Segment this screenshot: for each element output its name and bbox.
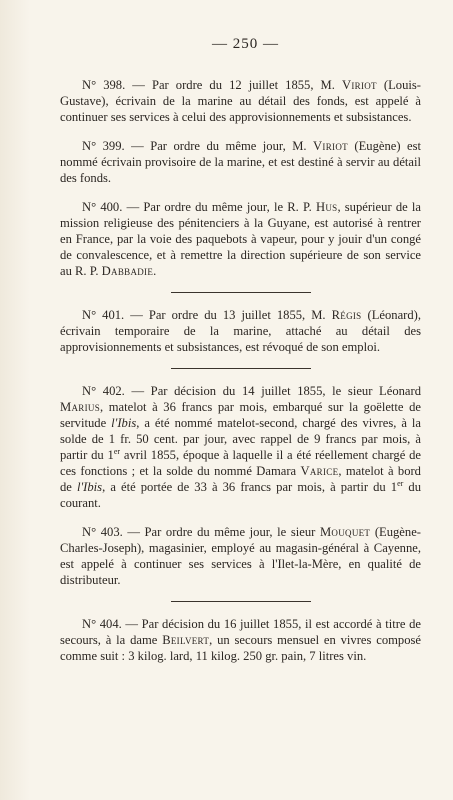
entry-403: N° 403. — Par ordre du même jour, le sieur Mouquet (Eugène-Charles-Joseph), magasinier, employé au magasin-général à Cayenne, est appelé à continuer ses services à l'Ilet-la-Mère, en qualité de distributeur. <box>60 525 421 587</box>
entry-400: N° 400. — Par ordre du même jour, le R. P. Hus, supérieur de la mission religieuse des pénitenciers à la Guyane, est autorisé à rentrer en France, par la voie des paquebots à vapeur, pour y jouir d'un congé de convalescence, et à remettre la direction supérieure de son service au R. P. Dabbadie. <box>60 200 421 278</box>
section-divider <box>171 292 311 293</box>
person-name: Régis <box>331 308 362 322</box>
entry-number: N° 403. <box>82 525 123 539</box>
page-number: — 250 — <box>212 36 279 52</box>
section-divider <box>171 601 311 602</box>
entry-number: N° 400. <box>82 200 123 214</box>
section-divider <box>171 368 311 369</box>
entry-number: N° 398. <box>82 78 126 92</box>
person-name: Mouquet <box>319 525 371 539</box>
entry-number: N° 399. <box>82 139 125 153</box>
person-name: Beilvert <box>162 633 210 647</box>
entry-399: N° 399. — Par ordre du même jour, M. Viriot (Eugène) est nommé écrivain provisoire de la marine, et est destiné à servir au détail des fonds. <box>60 139 422 185</box>
entry-number: N° 402. <box>82 384 125 398</box>
entry-398: N° 398. — Par ordre du 12 juillet 1855, M. Viriot (Louis-Gustave), écrivain de la marine au détail des fonds, est appelé à continuer ses services à celui des approvisionnements et subsistances. <box>60 78 421 124</box>
person-name: Hus <box>315 200 338 214</box>
entry-402: N° 402. — Par décision du 14 juillet 1855, le sieur Léonard Marius, matelot à 36 francs par mois, embarqué sur la goëlette de servitude l'Ibis, a été nommé matelot-second, chargé des vivres, à la solde de 1 fr. 50 cent. par jour, avec rappel de 9 francs par mois, à partir du 1er avril 1855, époque à laquelle il a été réellement chargé de ces fonctions ; et la solde du nommé Damara Varice, matelot à bord de l'Ibis, a été portée de 33 à 36 francs par mois, à partir du 1er du courant. <box>60 384 421 510</box>
ordinal-suffix: er <box>397 478 404 488</box>
person-name: Viriot <box>341 78 377 92</box>
ordinal-suffix: er <box>113 446 121 456</box>
entry-401: N° 401. — Par ordre du 13 juillet 1855, M. Régis (Léonard), écrivain temporaire de la marine, attaché au détail des approvisionnements et subsistances, est révoqué de son emploi. <box>60 308 421 354</box>
person-name: Varice <box>300 464 339 478</box>
entry-number: N° 401. <box>82 308 125 322</box>
person-name: Marius <box>60 400 101 414</box>
entry-number: N° 404. <box>82 617 122 631</box>
ship-name: l'Ibis <box>111 416 137 430</box>
person-name: Dabbadie <box>101 264 154 278</box>
ship-name: l'Ibis <box>76 480 103 494</box>
entry-404: N° 404. — Par décision du 16 juillet 1855, il est accordé à titre de secours, à la dame Beilvert, un secours mensuel en vivres composé comme suit : 3 kilog. lard, 11 kilog. 250 gr. pain, 7 litres vin. <box>60 617 421 663</box>
person-name: Viriot <box>313 139 348 153</box>
